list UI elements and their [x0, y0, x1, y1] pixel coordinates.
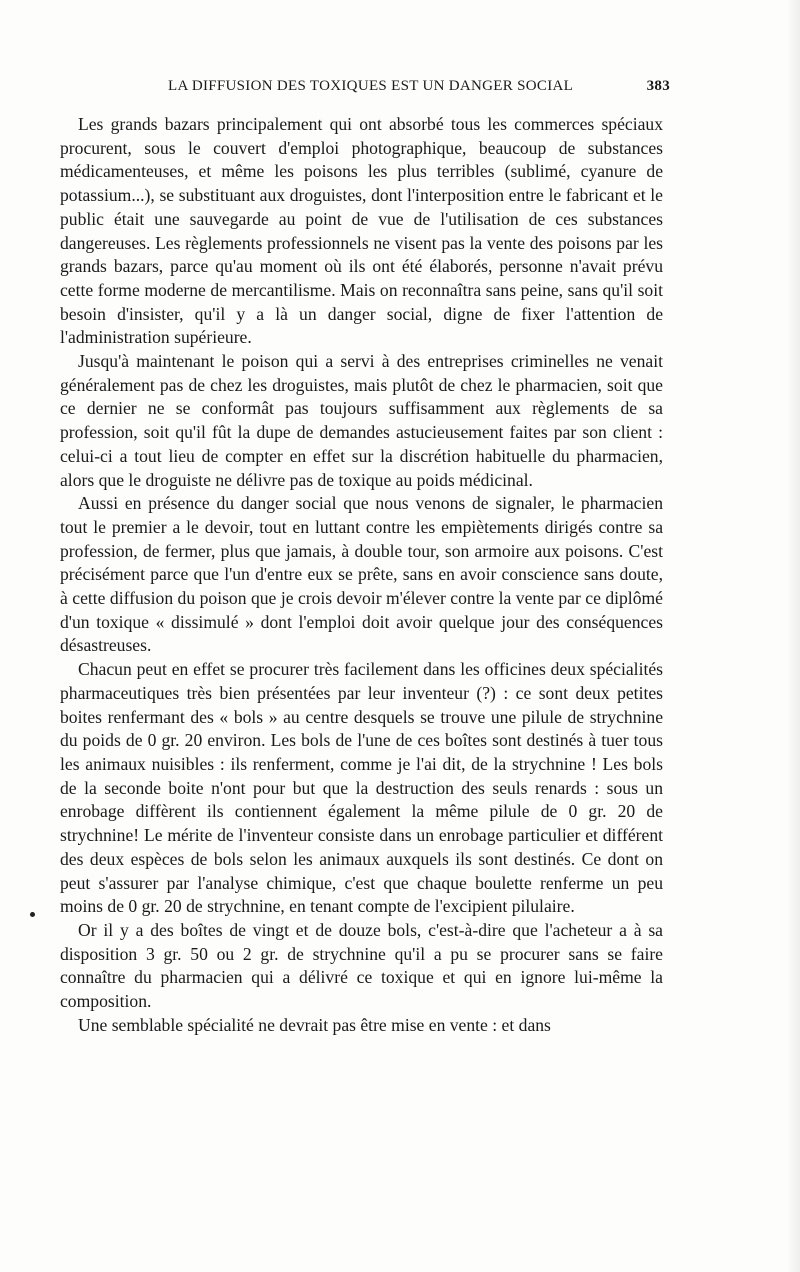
page-edge-shadow	[786, 0, 800, 1272]
body-text	[60, 113, 663, 1037]
paragraph: Chacun peut en effet se procurer très facilement dans les officines deux spécialités pharmaceutiques très bien présentées par leur inventeur (?) : ce sont deux petites boites renfermant des « bols » au centre desquels se trouve une pilule de strychnine du poids de 0 gr. 20 environ. Les bols de l'une de ces boîtes sont destinés à tuer tous les animaux nuisibles : ils renferment, comme je l'ai dit, de la strychnine ! Les bols de la seconde boite n'ont pour but que la destruction des seuls renards : sous un enrobage diffèrent ils contiennent également la même pilule de 0 gr. 20 de strychnine! Le mérite de l'inventeur consiste dans un enrobage particulier et différent des deux espèces de bols selon les animaux auxquels ils sont destinés. Ce dont on peut s'assurer par l'analyse chimique, c'est que chaque boulette renferme un peu moins de 0 gr. 20 de strychnine, en tenant compte de l'excipient pilulaire.	[60, 659, 663, 917]
paragraph: Une semblable spécialité ne devrait pas être mise en vente : et dans	[78, 1014, 551, 1035]
running-head	[60, 78, 670, 100]
page-number: 383	[646, 78, 670, 94]
running-title: LA DIFFUSION DES TOXIQUES EST UN DANGER SOCIAL	[168, 78, 574, 94]
margin-mark	[30, 912, 35, 917]
paragraph: Jusqu'à maintenant le poison qui a servi à des entreprises criminelles ne venait généralement pas de chez les droguistes, mais plutôt de chez le pharmacien, soit que ce dernier ne se conformât pas toujours suffisamment aux règlements de sa profession, soit qu'il fût la dupe de demandes astucieusement faites par son client : celui-ci a tout lieu de compter en effet sur la discrétion habituelle du pharmacien, alors que le droguiste ne délivre pas de toxique au poids médicinal.	[60, 351, 663, 490]
paragraph: Les grands bazars principalement qui ont absorbé tous les commerces spéciaux procurent, sous le couvert d'emploi photographique, beaucoup de substances médicamenteuses, et même les poisons les plus terribles (sublimé, cyanure de potassium...), se substituant aux droguistes, dont l'interposition entre le fabricant et le public était une sauvegarde au point de vue de l'utilisation de ces substances dangereuses. Les règlements professionnels ne visent pas la vente des poisons par les grands bazars, parce qu'au moment où ils ont été élaborés, personne n'avait prévu cette forme moderne de mercantilisme. Mais on reconnaîtra sans peine, sans qu'il soit besoin d'insister, qu'il y a là un danger social, digne de fixer l'attention de l'administration supérieure.	[60, 114, 663, 348]
paragraph: Or il y a des boîtes de vingt et de douze bols, c'est-à-dire que l'acheteur a à sa disposition 3 gr. 50 ou 2 gr. de strychnine qu'il a pu se procurer sans se faire connaître du pharmacien qui a délivré ce toxique et qui en ignore lui-même la composition.	[60, 919, 663, 1012]
paragraph: Aussi en présence du danger social que nous venons de signaler, le pharmacien tout le premier a le devoir, tout en luttant contre les empiètements dirigés contre sa profession, de fermer, plus que jamais, à double tour, son armoire aux poisons. C'est précisément parce que l'un d'entre eux se prête, sans en avoir conscience sans doute, à cette diffusion du poison que je crois devoir m'élever contre la vente par ce diplômé d'un toxique « dissimulé » dont l'emploi doit avoir quelque jour des conséquences désastreuses.	[60, 493, 663, 656]
